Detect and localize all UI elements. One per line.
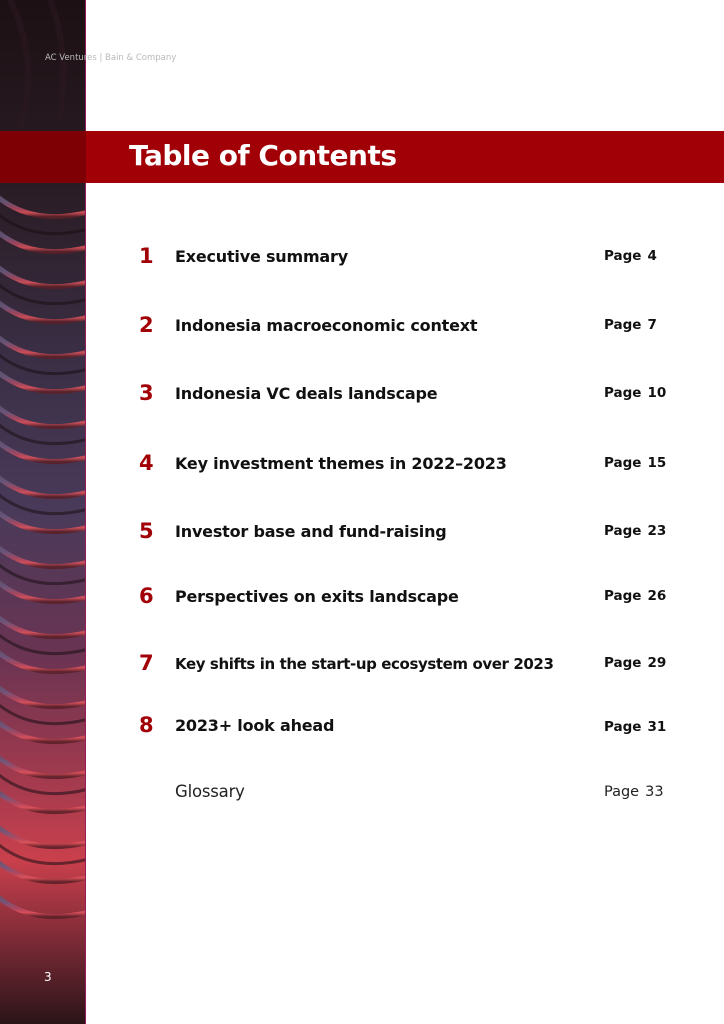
toc-entry-number: 7 <box>139 651 154 675</box>
toc-entry-number: 3 <box>139 381 154 405</box>
page-number: 4 <box>647 248 657 264</box>
page-number: 31 <box>647 719 667 735</box>
toc-entry-page <box>604 782 664 802</box>
page-number: 15 <box>647 455 667 471</box>
toc-entry-title: Perspectives on exits landscape <box>175 587 459 606</box>
page-word: Page <box>604 455 642 471</box>
toc-entry[interactable] <box>0 518 724 548</box>
toc-entry-page <box>604 586 666 606</box>
toc-entry-number: 5 <box>139 519 154 543</box>
page-number: 7 <box>647 317 657 333</box>
toc-entry-title: Key shifts in the start-up ecosystem over 2023 <box>175 655 554 673</box>
footer-page-number: 3 <box>44 970 52 984</box>
page-title: Table of Contents <box>129 139 397 172</box>
toc-entry-number: 8 <box>139 713 154 737</box>
toc-entry[interactable] <box>0 650 724 680</box>
page-number: 29 <box>647 655 667 671</box>
toc-entry-glossary[interactable] <box>0 778 724 808</box>
page-word: Page <box>604 719 642 735</box>
page-word: Page <box>604 523 642 539</box>
toc-entry-title: Investor base and fund-raising <box>175 522 447 541</box>
page-number: 23 <box>647 523 667 539</box>
toc-entry-page <box>604 246 657 266</box>
toc-entry[interactable] <box>0 312 724 342</box>
toc-entry-title: Indonesia macroeconomic context <box>175 316 478 335</box>
toc-entry-number: 1 <box>139 244 154 268</box>
page-number: 33 <box>645 784 664 800</box>
toc-entry-title: Executive summary <box>175 247 348 266</box>
toc-entry[interactable] <box>0 380 724 410</box>
page-word: Page <box>604 784 640 800</box>
toc-entry-title: Indonesia VC deals landscape <box>175 384 438 403</box>
toc-entry-title: Glossary <box>175 782 245 801</box>
header-note: AC Ventures | Bain & Company <box>45 53 177 63</box>
toc-entry-page <box>604 383 666 403</box>
page-word: Page <box>604 588 642 604</box>
toc-entry-number: 6 <box>139 584 154 608</box>
page-word: Page <box>604 655 642 671</box>
page-word: Page <box>604 317 642 333</box>
toc-entry-number: 2 <box>139 313 154 337</box>
toc-entry-page <box>604 717 666 737</box>
toc-entry-page <box>604 453 666 473</box>
toc-entry[interactable] <box>0 583 724 613</box>
page-number: 10 <box>647 385 667 401</box>
toc-entry[interactable] <box>0 243 724 273</box>
toc-entry-page <box>604 521 666 541</box>
title-band-overlay <box>0 131 86 183</box>
toc-entry-title: Key investment themes in 2022–2023 <box>175 454 507 473</box>
page-word: Page <box>604 248 642 264</box>
toc-entry[interactable] <box>0 450 724 480</box>
page-word: Page <box>604 385 642 401</box>
toc-entry[interactable] <box>0 712 724 742</box>
toc-entry-title: 2023+ look ahead <box>175 716 335 735</box>
toc-entry-page <box>604 315 657 335</box>
toc-entry-number: 4 <box>139 451 154 475</box>
page-number: 26 <box>647 588 667 604</box>
toc-entry-page <box>604 653 666 673</box>
